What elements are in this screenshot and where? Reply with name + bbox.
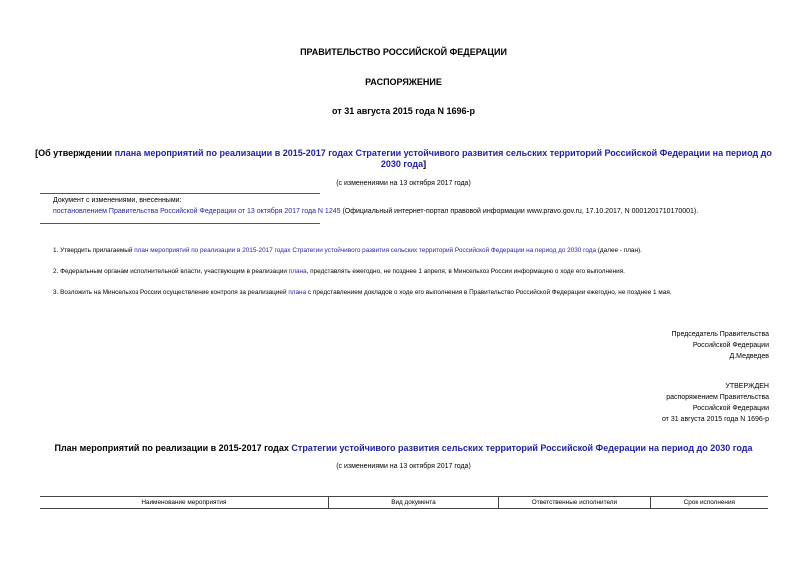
plan-title xyxy=(0,443,807,453)
document-date: от 31 августа 2015 года N 1696-р xyxy=(332,106,475,116)
p1-text-start: 1. Утвердить прилагаемый xyxy=(53,247,135,254)
column-header-deadline: Срок исполнения xyxy=(650,497,768,509)
signature-position: Председатель Правительства xyxy=(671,331,769,338)
title-plan-link[interactable]: плана мероприятий по реализации в 2015-2017 годах Стратегии устойчивого развития сельских территорий Российской Федерации на период до 2030 года xyxy=(114,148,772,169)
signature-org: Российской Федерации xyxy=(692,342,769,349)
plan-strategy-link[interactable]: Стратегии устойчивого развития сельских территорий Российской Федерации на период до 2030 года xyxy=(291,443,753,453)
paragraph-3 xyxy=(53,289,672,296)
p2-text-end: , представлять ежегодно, не позднее 1 апреля, в Минсельхоз России информацию о ходе его выполнения. xyxy=(306,268,625,275)
title-close: ] xyxy=(423,159,427,169)
document-title xyxy=(30,148,777,170)
document-type: РАСПОРЯЖЕНИЕ xyxy=(365,77,442,87)
amendments-rest: (Официальный интернет-портал правовой информации www.pravo.gov.ru, 17.10.2017, N 0001201710170001). xyxy=(340,208,699,215)
divider-top xyxy=(40,193,320,194)
divider-bottom xyxy=(40,223,320,224)
column-header-responsible: Ответственные исполнители xyxy=(499,497,651,509)
approval-block xyxy=(662,381,769,425)
changes-note: (с изменениями на 13 октября 2017 года) xyxy=(336,180,471,187)
p3-plan-link[interactable]: плана xyxy=(288,289,307,296)
plan-table xyxy=(40,496,768,509)
government-heading: ПРАВИТЕЛЬСТВО РОССИЙСКОЙ ФЕДЕРАЦИИ xyxy=(300,47,507,57)
p3-text-end: с представлением докладов о ходе его выполнения в Правительство Российской Федерации ежегодно, не позднее 1 мая. xyxy=(306,289,672,296)
approval-date: от 31 августа 2015 года N 1696-р xyxy=(661,416,769,423)
plan-title-text: План мероприятий по реализации в 2015-2017 годах xyxy=(54,443,292,453)
plan-changes-note: (с изменениями на 13 октября 2017 года) xyxy=(336,463,471,470)
signature-name: Д.Медведев xyxy=(729,353,769,360)
p2-text-start: 2. Федеральным органам исполнительной власти, участвующим в реализации xyxy=(53,268,289,275)
p3-text-start: 3. Возложить на Минсельхоз России осуществление контроля за реализацией xyxy=(53,289,289,296)
amendment-decree-link[interactable]: постановлением Правительства Российской Федерации от 13 октября 2017 года N 1245 xyxy=(53,208,341,215)
title-open: [Об утверждении xyxy=(35,148,115,158)
column-header-document-type: Вид документа xyxy=(328,497,498,509)
paragraph-1 xyxy=(53,247,642,254)
signature-block xyxy=(672,329,769,362)
amendments-label: Документ с изменениями, внесенными: xyxy=(53,197,182,204)
approval-line-2: распоряжением Правительства xyxy=(666,394,769,401)
approval-line-3: Российской Федерации xyxy=(692,405,769,412)
p2-plan-link[interactable]: плана xyxy=(288,268,307,275)
paragraph-2 xyxy=(53,268,625,275)
column-header-activity: Наименование мероприятия xyxy=(40,497,328,509)
approval-heading: УТВЕРЖДЕН xyxy=(725,383,769,390)
p1-plan-link[interactable]: план мероприятий по реализации в 2015-2017 годах Стратегии устойчивого развития сельских территорий Российской Федерации на период до 2030 года xyxy=(134,247,597,254)
plan-table-header-row xyxy=(40,497,768,509)
p1-text-end: (далее - план). xyxy=(596,247,642,254)
amendments-line xyxy=(53,208,698,215)
